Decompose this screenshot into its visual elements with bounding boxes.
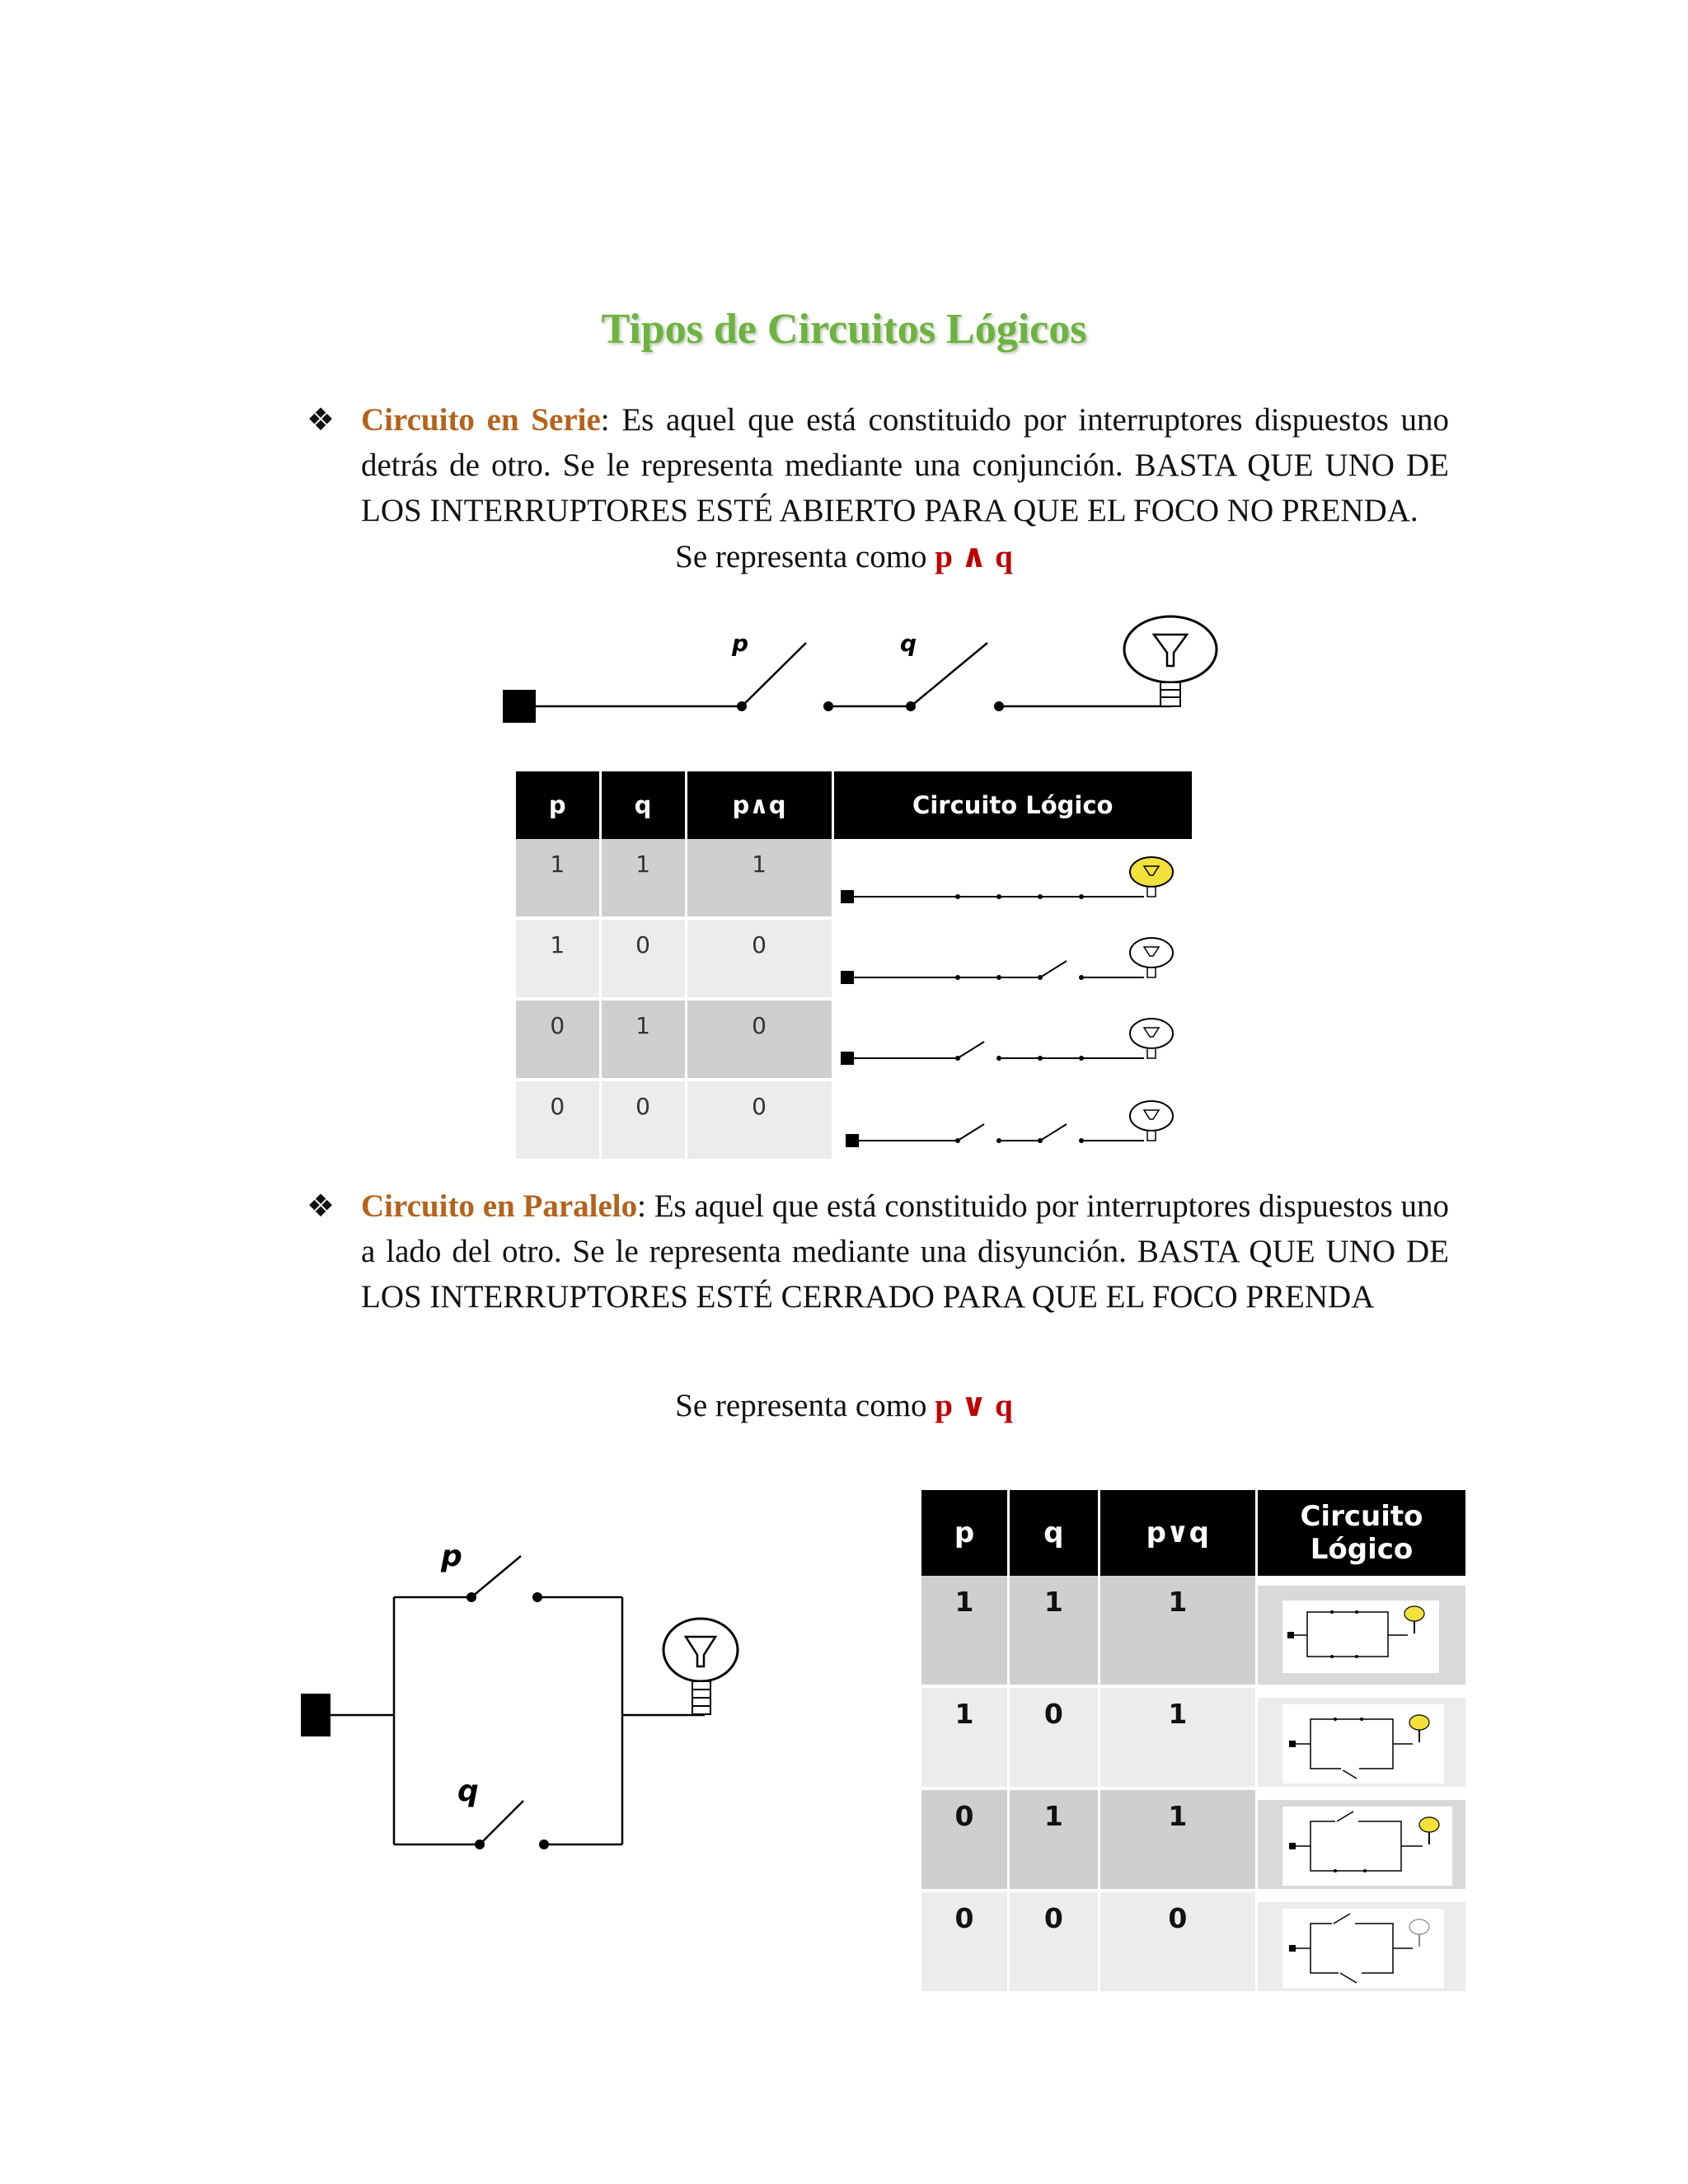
serie-truth-table bbox=[516, 771, 1192, 1162]
paralelo-formula-prefix: Se representa como bbox=[675, 1388, 935, 1423]
mini-serie-circuit bbox=[834, 931, 1180, 997]
bulb-icon bbox=[1124, 616, 1217, 706]
mini-serie-circuit bbox=[834, 1093, 1180, 1159]
header-circuito-logico: Circuito Lógico bbox=[832, 771, 1192, 839]
serie-formula-expr: p ∧ q bbox=[935, 539, 1013, 574]
header-p: p bbox=[921, 1490, 1009, 1576]
table-row: 0 0 0 bbox=[516, 1080, 1192, 1160]
mini-circuit-cell bbox=[832, 918, 1192, 999]
mini-paralelo-circuit bbox=[1258, 1902, 1465, 1991]
header-p-or-q: p∨q bbox=[1099, 1490, 1256, 1576]
mini-serie-circuit bbox=[834, 1012, 1180, 1078]
mini-paralelo-circuit bbox=[1258, 1800, 1465, 1889]
serie-formula bbox=[0, 537, 1688, 575]
mini-paralelo-circuit bbox=[1258, 1586, 1465, 1685]
bullet-diamond-icon: ❖ bbox=[307, 1188, 335, 1224]
serie-text: : Es aquel que está constituido por interruptores dispuestos uno detrás de otro. Se le representa mediante una conjunción. BASTA QUE UNO DE LOS INTERRUPTORES ESTÉ ABIERTO PARA QUE EL FOCO NO PRENDA. bbox=[361, 402, 1449, 528]
paralelo-term: Circuito en Paralelo bbox=[361, 1188, 638, 1224]
mini-circuit-cell bbox=[832, 999, 1192, 1080]
switch-q-icon bbox=[911, 643, 987, 706]
switch-p-label: p bbox=[441, 1540, 462, 1573]
table-row: 0 1 0 bbox=[516, 999, 1192, 1080]
switch-p-icon bbox=[742, 643, 806, 706]
bulb-off-icon bbox=[1409, 1919, 1429, 1934]
bulb-icon bbox=[663, 1619, 738, 1714]
bulb-on-icon bbox=[1130, 857, 1173, 887]
bulb-off-icon bbox=[1130, 938, 1173, 968]
bulb-on-icon bbox=[1409, 1715, 1429, 1730]
table-row: 0 0 0 bbox=[921, 1891, 1465, 1993]
switch-p-label: p bbox=[732, 630, 749, 657]
header-circuito-logico: Circuito Lógico bbox=[1256, 1490, 1465, 1576]
bullet-diamond-icon: ❖ bbox=[307, 401, 335, 438]
mini-circuit-cell bbox=[1256, 1788, 1465, 1891]
serie-circuit-diagram bbox=[495, 610, 1236, 733]
mini-circuit-cell bbox=[832, 1080, 1192, 1160]
mini-circuit-cell bbox=[832, 839, 1192, 918]
paralelo-paragraph bbox=[307, 1183, 1449, 1319]
bulb-off-icon bbox=[1130, 1019, 1173, 1048]
battery-icon bbox=[301, 1694, 331, 1736]
paralelo-truth-table bbox=[921, 1490, 1465, 1994]
serie-paragraph bbox=[307, 397, 1449, 533]
bulb-on-icon bbox=[1404, 1606, 1424, 1621]
switch-q-label: q bbox=[457, 1774, 479, 1808]
table-row: 1 0 0 bbox=[516, 918, 1192, 999]
table-row: 1 0 1 bbox=[921, 1686, 1465, 1788]
paralelo-circuit-diagram bbox=[288, 1525, 767, 1854]
paralelo-formula bbox=[0, 1386, 1688, 1424]
header-q: q bbox=[600, 771, 686, 839]
bulb-off-icon bbox=[1130, 1101, 1173, 1131]
page-title: Tipos de Circuitos Lógicos bbox=[601, 306, 1087, 353]
switch-q-icon bbox=[480, 1801, 523, 1844]
switch-p-icon bbox=[471, 1556, 521, 1597]
switch-q-label: q bbox=[900, 630, 917, 657]
table-row: 1 1 1 bbox=[921, 1576, 1465, 1686]
mini-circuit-cell bbox=[1256, 1576, 1465, 1686]
mini-paralelo-circuit bbox=[1258, 1698, 1465, 1787]
header-p-and-q: p∧q bbox=[686, 771, 832, 839]
header-p: p bbox=[516, 771, 600, 839]
serie-formula-prefix: Se representa como bbox=[675, 539, 935, 574]
bulb-on-icon bbox=[1419, 1817, 1439, 1832]
paralelo-text: : Es aquel que está constituido por interruptores dispuestos uno a lado del otro. Se le representa mediante una disyunción. BASTA QUE UNO DE LOS INTERRUPTORES ESTÉ CERRADO PARA QUE EL FOCO PRENDA bbox=[361, 1188, 1449, 1315]
table-row: 1 1 1 bbox=[516, 839, 1192, 918]
mini-serie-circuit bbox=[834, 851, 1180, 916]
header-q: q bbox=[1009, 1490, 1100, 1576]
paralelo-formula-expr: p ∨ q bbox=[935, 1388, 1013, 1423]
serie-term: Circuito en Serie bbox=[361, 402, 601, 438]
battery-icon bbox=[503, 690, 536, 723]
mini-circuit-cell bbox=[1256, 1686, 1465, 1788]
mini-circuit-cell bbox=[1256, 1891, 1465, 1993]
table-row: 0 1 1 bbox=[921, 1788, 1465, 1891]
